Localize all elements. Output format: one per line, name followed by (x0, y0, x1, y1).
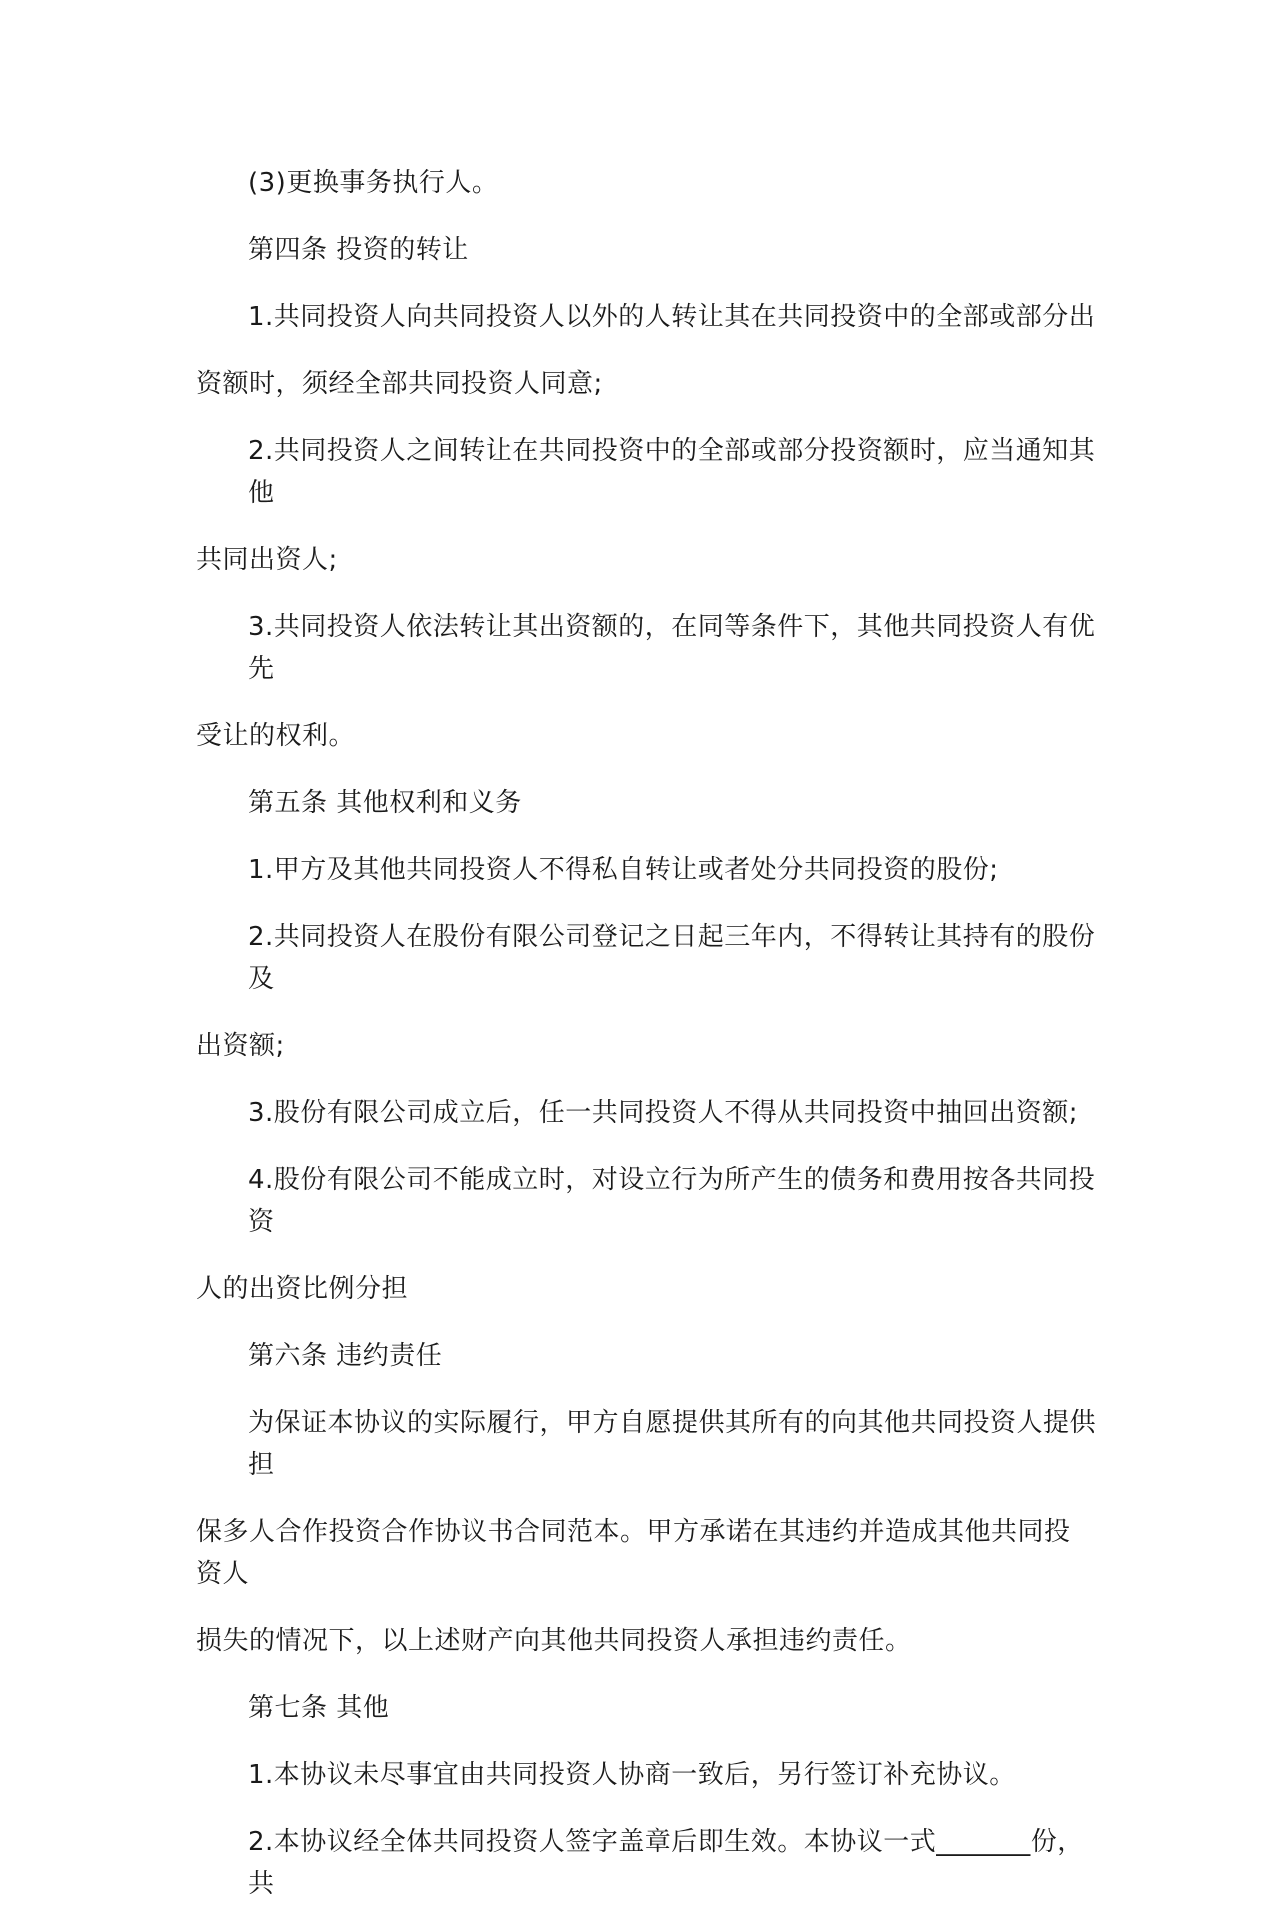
paragraph (196, 162, 1096, 204)
paragraph-line: 2.本协议经全体共同投资人签字盖章后即生效。本协议一式_______份，共 (248, 1827, 1084, 1899)
section-heading-text: 第四条 投资的转让 (248, 235, 469, 265)
paragraph-line: 保多人合作投资合作协议书合同范本。甲方承诺在其违约并造成其他共同投资人 (196, 1517, 1071, 1589)
paragraph (196, 1402, 1096, 1662)
paragraph-line: 4.股份有限公司不能成立时，对设立行为所产生的债务和费用按各共同投资 (248, 1165, 1096, 1237)
paragraph-line: 2.共同投资人之间转让在共同投资中的全部或部分投资额时，应当通知其他 (248, 436, 1096, 508)
section-heading (196, 1335, 1096, 1377)
paragraph (196, 1092, 1096, 1134)
paragraph-line: 3.股份有限公司成立后，任一共同投资人不得从共同投资中抽回出资额; (248, 1098, 1079, 1128)
section-heading (196, 782, 1096, 824)
paragraph (196, 1754, 1096, 1796)
paragraph (196, 849, 1096, 891)
paragraph-line: 1.甲方及其他共同投资人不得私自转让或者处分共同投资的股份; (248, 855, 999, 885)
paragraph-line: 1.本协议未尽事宜由共同投资人协商一致后，另行签订补充协议。 (248, 1760, 1016, 1790)
document-body (196, 162, 1096, 1930)
paragraph (196, 430, 1096, 581)
section-heading (196, 1687, 1096, 1729)
paragraph-line: 人的出资比例分担 (196, 1274, 409, 1304)
paragraph-line: 3.共同投资人依法转让其出资额的，在同等条件下，其他共同投资人有优先 (248, 612, 1096, 684)
paragraph-line: 受让的权利。 (196, 721, 356, 751)
paragraph (196, 1159, 1096, 1310)
section-heading-text: 第六条 违约责任 (248, 1341, 443, 1371)
paragraph-line: 2.共同投资人在股份有限公司登记之日起三年内，不得转让其持有的股份及 (248, 922, 1096, 994)
paragraph (196, 916, 1096, 1067)
paragraph-line: 出资额; (196, 1031, 285, 1061)
paragraph-line: (3)更换事务执行人。 (248, 168, 499, 198)
paragraph-line: 为保证本协议的实际履行，甲方自愿提供其所有的向其他共同投资人提供担 (248, 1408, 1097, 1480)
paragraph-line: 损失的情况下，以上述财产向其他共同投资人承担违约责任。 (196, 1626, 912, 1656)
paragraph (196, 296, 1096, 405)
paragraph-line: 资额时，须经全部共同投资人同意; (196, 369, 603, 399)
section-heading-text: 第七条 其他 (248, 1693, 390, 1723)
section-heading-text: 第五条 其他权利和义务 (248, 788, 522, 818)
paragraph-line: 1.共同投资人向共同投资人以外的人转让其在共同投资中的全部或部分出 (248, 302, 1096, 332)
paragraph-line: 共同出资人; (196, 545, 338, 575)
paragraph (196, 1821, 1096, 1905)
paragraph (196, 606, 1096, 757)
section-heading (196, 229, 1096, 271)
